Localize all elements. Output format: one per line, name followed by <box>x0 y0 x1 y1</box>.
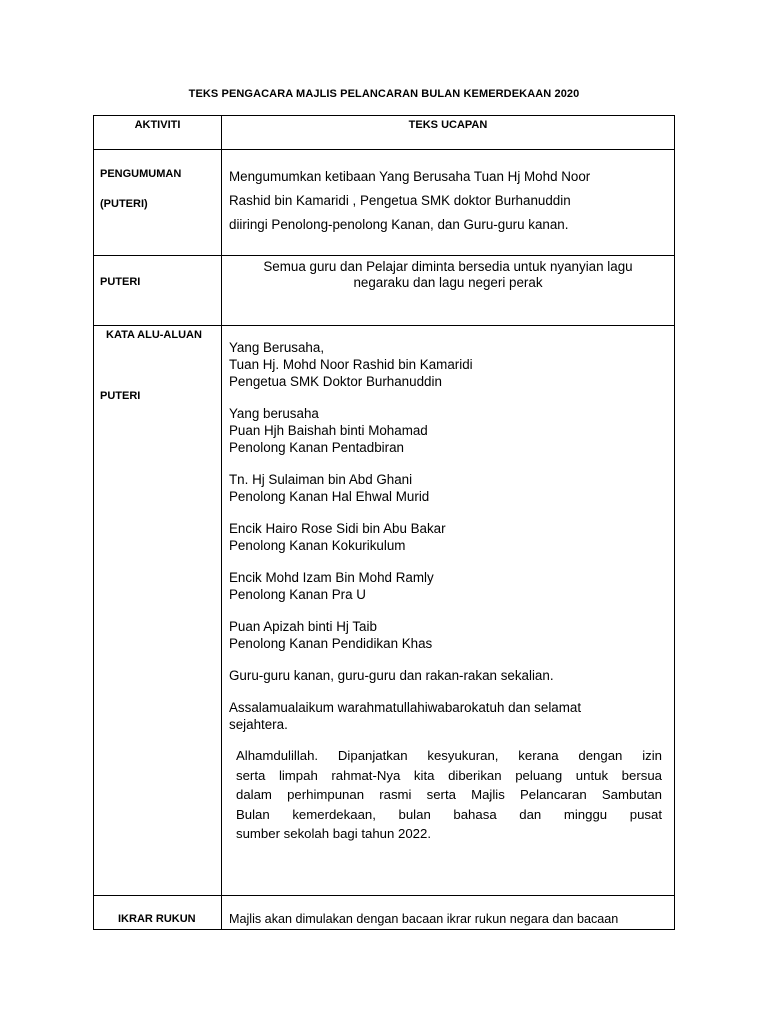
salutation-block <box>229 405 674 456</box>
salutation-block <box>229 520 674 554</box>
speech-line: Rashid bin Kamaridi , Pengetua SMK doktor Burhanuddin <box>229 193 571 208</box>
speech-line: Encik Hairo Rose Sidi bin Abu Bakar <box>229 521 446 536</box>
salutation-block <box>229 618 674 652</box>
speech-line: negaraku dan lagu negeri perak <box>353 275 543 290</box>
salutation-block <box>229 569 674 603</box>
salutation-block <box>229 339 674 390</box>
header-activity: AKTIVITI <box>94 116 222 150</box>
activity-label: IKRAR RUKUN <box>118 913 196 925</box>
activity-cell <box>94 256 222 326</box>
activity-label: PUTERI <box>100 276 141 288</box>
speech-line: Penolong Kanan Pentadbiran <box>229 440 404 455</box>
speech-line: Majlis akan dimulakan dengan bacaan ikrar rukun negara dan bacaan <box>229 912 619 926</box>
program-table <box>93 115 675 930</box>
header-speech-text: TEKS UCAPAN <box>222 116 675 150</box>
activity-label: KATA ALU-ALUAN <box>106 329 202 341</box>
salutation-block <box>229 667 674 684</box>
speech-line: Tuan Hj. Mohd Noor Rashid bin Kamaridi <box>229 357 473 372</box>
speech-line: dalam perhimpunan rasmi serta Majlis Pelancaran Sambutan <box>236 787 662 802</box>
speech-line: Puan Hjh Baishah binti Mohamad <box>229 423 428 438</box>
activity-cell <box>94 326 222 896</box>
speech-line: Penolong Kanan Hal Ehwal Murid <box>229 489 430 504</box>
speech-line: Encik Mohd Izam Bin Mohd Ramly <box>229 570 434 585</box>
speech-line: Alhamdulillah. Dipanjatkan kesyukuran, kerana dengan izin <box>236 748 662 763</box>
speech-line: Guru-guru kanan, guru-guru dan rakan-rakan sekalian. <box>229 668 554 683</box>
speech-line: sumber sekolah bagi tahun 2022. <box>236 826 432 841</box>
salutation-block <box>229 699 674 733</box>
speech-cell <box>222 150 675 256</box>
speech-cell <box>222 256 675 326</box>
opening-paragraph <box>229 746 662 844</box>
table-row <box>94 150 675 256</box>
speech-line: Penolong Kanan Pendidikan Khas <box>229 636 433 651</box>
speech-line: Penolong Kanan Pra U <box>229 587 366 602</box>
speech-line: sejahtera. <box>229 717 288 732</box>
salutation-block <box>229 471 674 505</box>
speech-line: Mengumumkan ketibaan Yang Berusaha Tuan Hj Mohd Noor <box>229 169 591 184</box>
speech-line: serta limpah rahmat-Nya kita diberikan peluang untuk bersua <box>236 767 662 783</box>
activity-label: (PUTERI) <box>100 198 148 210</box>
speech-line: Puan Apizah binti Hj Taib <box>229 619 377 634</box>
speech-line: Penolong Kanan Kokurikulum <box>229 538 406 553</box>
activity-cell <box>94 896 222 930</box>
activity-label: PENGUMUMAN <box>100 168 182 180</box>
speech-line: Pengetua SMK Doktor Burhanuddin <box>229 374 442 389</box>
speech-line: Tn. Hj Sulaiman bin Abd Ghani <box>229 472 413 487</box>
speech-line: Bulan kemerdekaan, bulan bahasa dan minggu pusat <box>236 806 662 822</box>
document-title: TEKS PENGACARA MAJLIS PELANCARAN BULAN KEMERDEKAAN 2020 <box>188 88 580 100</box>
speech-line: Assalamualaikum warahmatullahiwabarokatuh dan selamat <box>229 700 582 715</box>
speech-cell <box>222 326 675 896</box>
speech-line: Semua guru dan Pelajar diminta bersedia untuk nyanyian lagu <box>263 259 633 274</box>
speech-line: Yang Berusaha, <box>229 340 325 355</box>
activity-label: PUTERI <box>100 390 141 402</box>
table-row <box>94 256 675 326</box>
table-row <box>94 326 675 896</box>
speech-cell <box>222 896 675 930</box>
activity-cell <box>94 150 222 256</box>
speech-line: Yang berusaha <box>229 406 319 421</box>
speech-line: diiringi Penolong-penolong Kanan, dan Guru-guru kanan. <box>229 217 569 232</box>
table-row <box>94 896 675 930</box>
table-header-row <box>94 116 675 150</box>
